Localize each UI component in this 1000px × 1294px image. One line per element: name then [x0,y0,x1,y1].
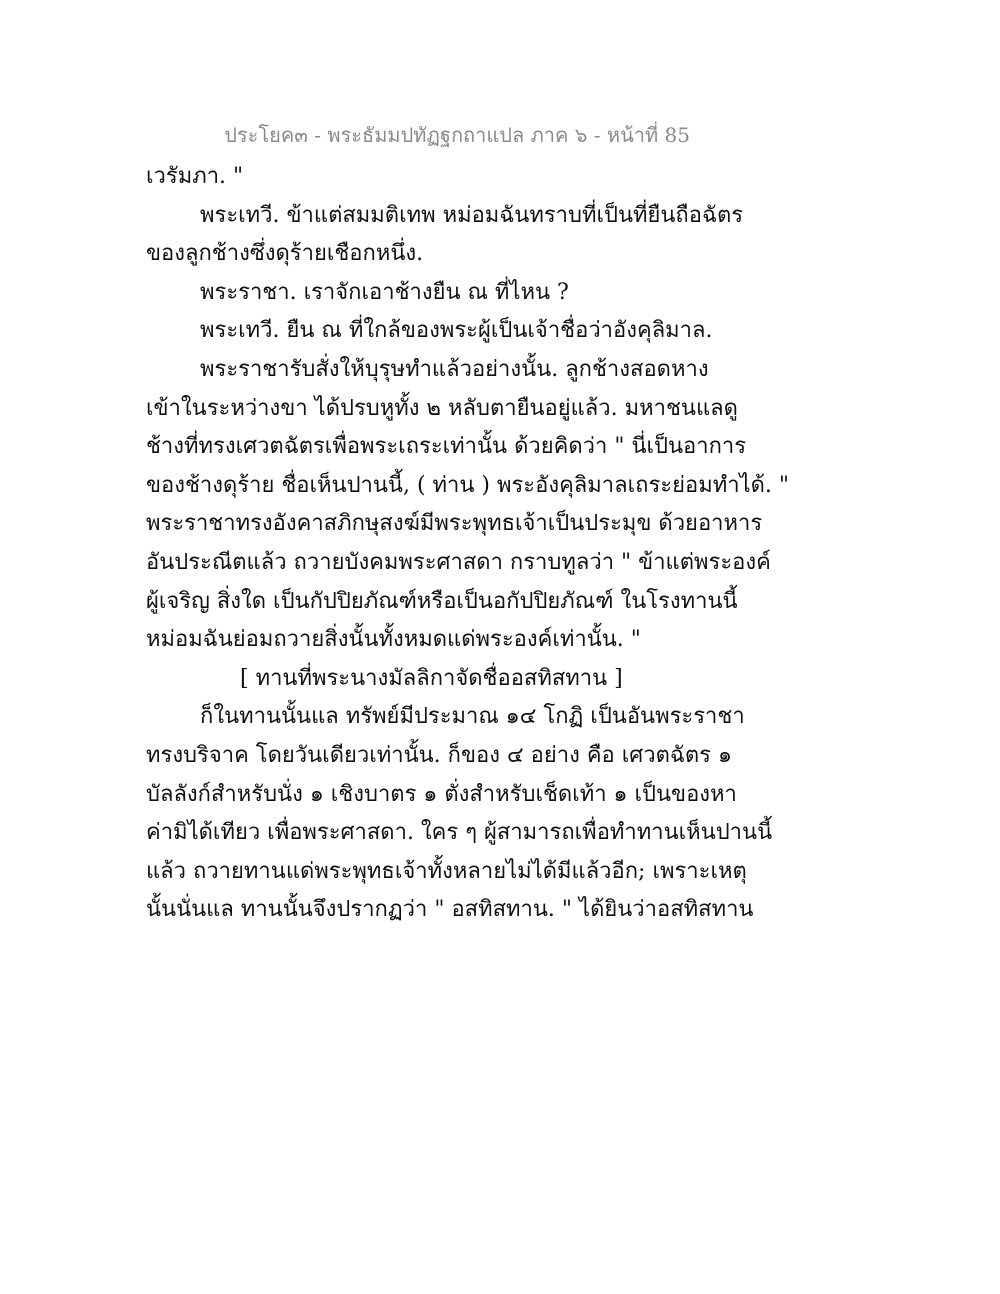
text-line: ค่ามิได้เทียว เพื่อพระศาสดา. ใคร ๆ ผู้สามารถเพื่อทำทานเห็นปานนี้ [146,820,773,846]
text-line: ก็ในทานนั้นแล ทรัพย์มีประมาณ ๑๔ โกฏิ เป็นอันพระราชา [200,704,745,730]
text-line: ของช้างดุร้าย ชื่อเห็นปานนี้, ( ท่าน ) พระอังคุลิมาลเถระย่อมทำได้. " [146,472,790,498]
text-line: ทรงบริจาค โดยวันเดียวเท่านั้น. ก็ของ ๔ อย่าง คือ เศวตฉัตร ๑ [146,742,732,768]
text-line: บัลลังก์สำหรับนั่ง ๑ เชิงบาตร ๑ ตั่งสำหรับเช็ดเท้า ๑ เป็นของหา [146,781,737,807]
text-line: เวรัมภา. " [146,164,244,189]
text-line: นั้นนั่นแล ทานนั้นจึงปรากฏว่า " อสทิสทาน. " ได้ยินว่าอสทิสทาน [146,897,754,923]
running-header: ประโยค๓ - พระธัมมปทัฏฐกถาแปล ภาค ๖ - หน้าที่ 85 [224,123,690,147]
text-line: ช้างที่ทรงเศวตฉัตรเพื่อพระเถระเท่านั้น ด้วยคิดว่า " นี่เป็นอาการ [146,434,747,460]
text-line: เข้าในระหว่างขา ได้ปรบหูทั้ง ๒ หลับตายืนอยู่แล้ว. มหาชนแลดู [146,395,738,421]
text-line: อันประณีตแล้ว ถวายบังคมพระศาสดา กราบทูลว่า " ข้าแต่พระองค์ [146,549,771,575]
text-line: พระเทวี. ข้าแต่สมมติเทพ หม่อมฉันทราบที่เป็นที่ยืนถือฉัตร [200,202,744,228]
text-line: พระราชา. เราจักเอาช้างยืน ณ ที่ไหน ? [200,279,569,305]
text-line: พระราชาทรงอังคาสภิกษุสงฆ์มีพระพุทธเจ้าเป็นประมุข ด้วยอาหาร [146,511,763,537]
text-line: ผู้เจริญ สิ่งใด เป็นกัปปิยภัณฑ์หรือเป็นอกัปปิยภัณฑ์ ในโรงทานนี้ [146,588,738,614]
text-line: พระเทวี. ยืน ณ ที่ใกล้ของพระผู้เป็นเจ้าชื่อว่าอังคุลิมาล. [200,318,713,344]
text-line: หม่อมฉันย่อมถวายสิ่งนั้นทั้งหมดแด่พระองค์เท่านั้น. " [146,627,641,653]
body-text [146,158,790,930]
text-line: ของลูกช้างซึ่งดุร้ายเชือกหนึ่ง. [146,241,424,267]
text-line: พระราชารับสั่งให้บุรุษทำแล้วอย่างนั้น. ลูกช้างสอดหาง [200,356,709,382]
section-heading: [ ทานที่พระนางมัลลิกาจัดชื่ออสทิสทาน ] [240,665,623,691]
text-line: แล้ว ถวายทานแด่พระพุทธเจ้าทั้งหลายไม่ได้มีแล้วอีก; เพราะเหตุ [146,858,747,884]
